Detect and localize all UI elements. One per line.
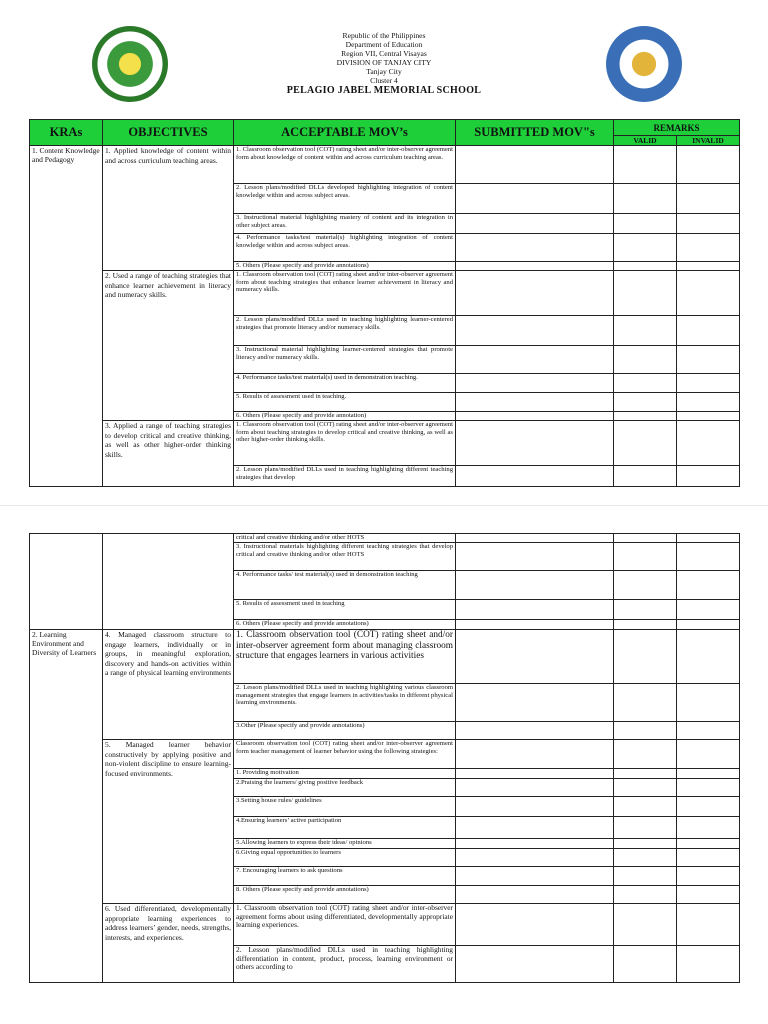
kra-cell: 1. Content Knowledge and Pedagogy bbox=[30, 146, 103, 487]
valid-cell[interactable] bbox=[614, 262, 677, 271]
mov-cell: 6.Giving equal opportunities to learners bbox=[234, 849, 456, 867]
mov-cell: 4. Performance tasks/test material(s) highlighting integration of content knowledge within and across subject areas. bbox=[234, 234, 456, 262]
invalid-cell[interactable] bbox=[677, 146, 740, 184]
invalid-cell[interactable] bbox=[677, 543, 740, 571]
header-line-5: Tanjay City bbox=[366, 67, 402, 76]
mov-cell: 5.Allowing learners to express their ideas/ opinions bbox=[234, 839, 456, 849]
valid-cell[interactable] bbox=[614, 849, 677, 867]
mov-cell: 3. Instructional materials highlighting different teaching strategies that develop critical and creative thinking and/or other HOTS bbox=[234, 543, 456, 571]
col-header-objectives: OBJECTIVES bbox=[103, 120, 234, 146]
school-name: PELAGIO JABEL MEMORIAL SCHOOL bbox=[286, 85, 482, 96]
submitted-cell[interactable] bbox=[456, 886, 614, 904]
mov-cell: 4. Performance tasks/test material(s) used in demonstration teaching. bbox=[234, 374, 456, 393]
document-page-1 bbox=[0, 0, 768, 505]
submitted-cell[interactable] bbox=[456, 412, 614, 421]
mov-cell: 1. Classroom observation tool (COT) rating sheet and/or inter-observer agreement forms about using differentiated, developmentally appropriate learning experiences. bbox=[234, 904, 456, 946]
invalid-cell[interactable] bbox=[677, 374, 740, 393]
submitted-cell[interactable] bbox=[456, 271, 614, 316]
submitted-cell[interactable] bbox=[456, 946, 614, 983]
kra-table-page-2 bbox=[29, 533, 740, 983]
valid-cell[interactable] bbox=[614, 946, 677, 983]
mov-cell: 7. Encouraging learners to ask questions bbox=[234, 867, 456, 886]
valid-cell[interactable] bbox=[614, 393, 677, 412]
mov-cell: 2. Lesson plans/modified DLLs developed highlighting integration of content knowledge within and across subject areas. bbox=[234, 184, 456, 214]
submitted-cell[interactable] bbox=[456, 374, 614, 393]
submitted-cell[interactable] bbox=[456, 630, 614, 684]
valid-cell[interactable] bbox=[614, 779, 677, 797]
invalid-cell[interactable] bbox=[677, 849, 740, 867]
mov-cell: 3. Instructional material highlighting mastery of content and its integration in other subject areas. bbox=[234, 214, 456, 234]
invalid-cell[interactable] bbox=[677, 262, 740, 271]
mov-cell: 4.Ensuring learners’ active participation bbox=[234, 817, 456, 839]
mov-cell: 2. Lesson plans/modified DLLs used in teaching highlighting learner-centered strategies that promote literacy and/or numeracy skills. bbox=[234, 316, 456, 346]
mov-cell: 5. Others (Please specify and provide annotations) bbox=[234, 262, 456, 271]
objective-cell-empty bbox=[103, 534, 234, 630]
invalid-cell[interactable] bbox=[677, 740, 740, 769]
invalid-cell[interactable] bbox=[677, 620, 740, 630]
valid-cell[interactable] bbox=[614, 421, 677, 466]
valid-cell[interactable] bbox=[614, 797, 677, 817]
invalid-cell[interactable] bbox=[677, 534, 740, 543]
valid-cell[interactable] bbox=[614, 620, 677, 630]
mov-cell: 5. Results of assessment used in teaching. bbox=[234, 393, 456, 412]
invalid-cell[interactable] bbox=[677, 946, 740, 983]
mov-cell: 6. Others (Please specify and provide annotations) bbox=[234, 620, 456, 630]
submitted-cell[interactable] bbox=[456, 262, 614, 271]
mov-cell: 1. Classroom observation tool (COT) rating sheet and/or inter-observer agreement form about teaching strategies to develop critical and creative thinking, as well as other higher-order thinking skills. bbox=[234, 421, 456, 466]
mov-cell: 2. Lesson plans/modified DLLs used in teaching highlighting differentiation in content, product, process, learning environment or others according to bbox=[234, 946, 456, 983]
invalid-cell[interactable] bbox=[677, 817, 740, 839]
invalid-cell[interactable] bbox=[677, 393, 740, 412]
valid-cell[interactable] bbox=[614, 600, 677, 620]
objective-cell: 5. Managed learner behavior constructively by applying positive and non-violent discipline to ensure learning-focused environments. bbox=[103, 740, 234, 904]
objective-cell: 3. Applied a range of teaching strategies to develop critical and creative thinking, as well as other higher-order thinking skills. bbox=[103, 421, 234, 487]
col-header-invalid: INVALID bbox=[677, 136, 740, 146]
mov-cell: 1. Providing motivation bbox=[234, 769, 456, 779]
valid-cell[interactable] bbox=[614, 839, 677, 849]
mov-cell: 2.Praising the learners/ giving positive feedback bbox=[234, 779, 456, 797]
valid-cell[interactable] bbox=[614, 886, 677, 904]
col-header-submitted-movs: SUBMITTED MOV"s bbox=[456, 120, 614, 146]
valid-cell[interactable] bbox=[614, 466, 677, 487]
submitted-cell[interactable] bbox=[456, 234, 614, 262]
objective-cell: 2. Used a range of teaching strategies that enhance learner achievement in literacy and numeracy skills. bbox=[103, 271, 234, 421]
invalid-cell[interactable] bbox=[677, 421, 740, 466]
submitted-cell[interactable] bbox=[456, 543, 614, 571]
mov-cell: 1. Classroom observation tool (COT) rating sheet and/or inter-observer agreement form about managing classroom structure that engages learners in various activities bbox=[234, 630, 456, 684]
submitted-cell[interactable] bbox=[456, 316, 614, 346]
invalid-cell[interactable] bbox=[677, 214, 740, 234]
submitted-cell[interactable] bbox=[456, 904, 614, 946]
submitted-cell[interactable] bbox=[456, 684, 614, 722]
submitted-cell[interactable] bbox=[456, 839, 614, 849]
invalid-cell[interactable] bbox=[677, 412, 740, 421]
kra-cell-empty bbox=[30, 534, 103, 630]
invalid-cell[interactable] bbox=[677, 600, 740, 620]
mov-cell: 3. Instructional material highlighting learner-centered strategies that promote literacy and/or numeracy skills. bbox=[234, 346, 456, 374]
valid-cell[interactable] bbox=[614, 374, 677, 393]
valid-cell[interactable] bbox=[614, 684, 677, 722]
kra-table-page-1 bbox=[29, 119, 740, 487]
submitted-cell[interactable] bbox=[456, 722, 614, 740]
header-line-2: Department of Education bbox=[345, 40, 423, 49]
submitted-cell[interactable] bbox=[456, 421, 614, 466]
kra-cell: 2. Learning Environment and Diversity of Learners bbox=[30, 630, 103, 983]
valid-cell[interactable] bbox=[614, 769, 677, 779]
invalid-cell[interactable] bbox=[677, 271, 740, 316]
valid-cell[interactable] bbox=[614, 867, 677, 886]
invalid-cell[interactable] bbox=[677, 684, 740, 722]
invalid-cell[interactable] bbox=[677, 904, 740, 946]
mov-cell: 5. Results of assessment used in teaching bbox=[234, 600, 456, 620]
mov-cell: Classroom observation tool (COT) rating sheet and/or inter-observer agreement form teacher management of learner behavior using the following strategies: bbox=[234, 740, 456, 769]
invalid-cell[interactable] bbox=[677, 346, 740, 374]
valid-cell[interactable] bbox=[614, 184, 677, 214]
valid-cell[interactable] bbox=[614, 316, 677, 346]
valid-cell[interactable] bbox=[614, 412, 677, 421]
invalid-cell[interactable] bbox=[677, 722, 740, 740]
col-header-acceptable-movs: ACCEPTABLE MOV’s bbox=[234, 120, 456, 146]
submitted-cell[interactable] bbox=[456, 346, 614, 374]
col-header-remarks: REMARKS bbox=[614, 120, 740, 136]
header-line-3: Region VII, Central Visayas bbox=[341, 49, 427, 58]
submitted-cell[interactable] bbox=[456, 571, 614, 600]
objective-cell: 4. Managed classroom structure to engage learners, individually or in groups, in meaningful exploration, discovery and hands-on activities within a range of physical learning environments bbox=[103, 630, 234, 740]
invalid-cell[interactable] bbox=[677, 630, 740, 684]
valid-cell[interactable] bbox=[614, 904, 677, 946]
invalid-cell[interactable] bbox=[677, 571, 740, 600]
submitted-cell[interactable] bbox=[456, 146, 614, 184]
invalid-cell[interactable] bbox=[677, 867, 740, 886]
submitted-cell[interactable] bbox=[456, 620, 614, 630]
objective-cell: 6. Used differentiated, developmentally appropriate learning experiences to address learners’ gender, needs, strengths, interests, and experiences. bbox=[103, 904, 234, 983]
submitted-cell[interactable] bbox=[456, 779, 614, 797]
header-line-4: DIVISION OF TANJAY CITY bbox=[336, 58, 432, 67]
submitted-cell[interactable] bbox=[456, 393, 614, 412]
invalid-cell[interactable] bbox=[677, 316, 740, 346]
mov-cell: 1. Classroom observation tool (COT) rating sheet and/or inter-observer agreement form about teaching strategies that enhance learner achievement in literacy and numeracy skills. bbox=[234, 271, 456, 316]
invalid-cell[interactable] bbox=[677, 234, 740, 262]
objective-cell: 1. Applied knowledge of content within and across curriculum teaching areas. bbox=[103, 146, 234, 271]
submitted-cell[interactable] bbox=[456, 797, 614, 817]
valid-cell[interactable] bbox=[614, 271, 677, 316]
submitted-cell[interactable] bbox=[456, 600, 614, 620]
mov-cell: 2. Lesson plans/modified DLLs used in teaching highlighting various classroom management strategies that engage learners in activities/tasks in different physical learning environments. bbox=[234, 684, 456, 722]
submitted-cell[interactable] bbox=[456, 769, 614, 779]
page-separator bbox=[0, 505, 768, 523]
valid-cell[interactable] bbox=[614, 722, 677, 740]
submitted-cell[interactable] bbox=[456, 184, 614, 214]
col-header-valid: VALID bbox=[614, 136, 677, 146]
division-seal-logo bbox=[92, 26, 168, 102]
valid-cell[interactable] bbox=[614, 146, 677, 184]
valid-cell[interactable] bbox=[614, 534, 677, 543]
mov-cell: 2. Lesson plans/modified DLLs used in teaching highlighting different teaching strategies that develop bbox=[234, 466, 456, 487]
mov-cell: critical and creative thinking and/or other HOTS bbox=[234, 534, 456, 543]
header-line-6: Cluster 4 bbox=[370, 76, 398, 85]
submitted-cell[interactable] bbox=[456, 534, 614, 543]
valid-cell[interactable] bbox=[614, 740, 677, 769]
valid-cell[interactable] bbox=[614, 543, 677, 571]
valid-cell[interactable] bbox=[614, 214, 677, 234]
valid-cell[interactable] bbox=[614, 817, 677, 839]
invalid-cell[interactable] bbox=[677, 466, 740, 487]
valid-cell[interactable] bbox=[614, 234, 677, 262]
submitted-cell[interactable] bbox=[456, 849, 614, 867]
mov-cell: 4. Performance tasks/ test material(s) used in demonstration teaching bbox=[234, 571, 456, 600]
invalid-cell[interactable] bbox=[677, 886, 740, 904]
invalid-cell[interactable] bbox=[677, 184, 740, 214]
submitted-cell[interactable] bbox=[456, 817, 614, 839]
valid-cell[interactable] bbox=[614, 571, 677, 600]
valid-cell[interactable] bbox=[614, 346, 677, 374]
invalid-cell[interactable] bbox=[677, 797, 740, 817]
valid-cell[interactable] bbox=[614, 630, 677, 684]
submitted-cell[interactable] bbox=[456, 214, 614, 234]
invalid-cell[interactable] bbox=[677, 779, 740, 797]
invalid-cell[interactable] bbox=[677, 839, 740, 849]
invalid-cell[interactable] bbox=[677, 769, 740, 779]
submitted-cell[interactable] bbox=[456, 466, 614, 487]
mov-cell: 6. Others (Please specify and provide annotation) bbox=[234, 412, 456, 421]
mov-cell: 1. Classroom observation tool (COT) rating sheet and/or inter-observer agreement form about knowledge of content within and across curriculum teaching areas. bbox=[234, 146, 456, 184]
mov-cell: 8. Others (Please specify and provide annotations) bbox=[234, 886, 456, 904]
header-line-1: Republic of the Philippines bbox=[342, 31, 426, 40]
submitted-cell[interactable] bbox=[456, 740, 614, 769]
mov-cell: 3.Other (Please specify and provide annotations) bbox=[234, 722, 456, 740]
document-page-2 bbox=[0, 522, 768, 1024]
submitted-cell[interactable] bbox=[456, 867, 614, 886]
mov-cell: 3.Setting house rules/ guidelines bbox=[234, 797, 456, 817]
col-header-kras: KRAs bbox=[30, 120, 103, 146]
school-seal-logo bbox=[606, 26, 682, 102]
